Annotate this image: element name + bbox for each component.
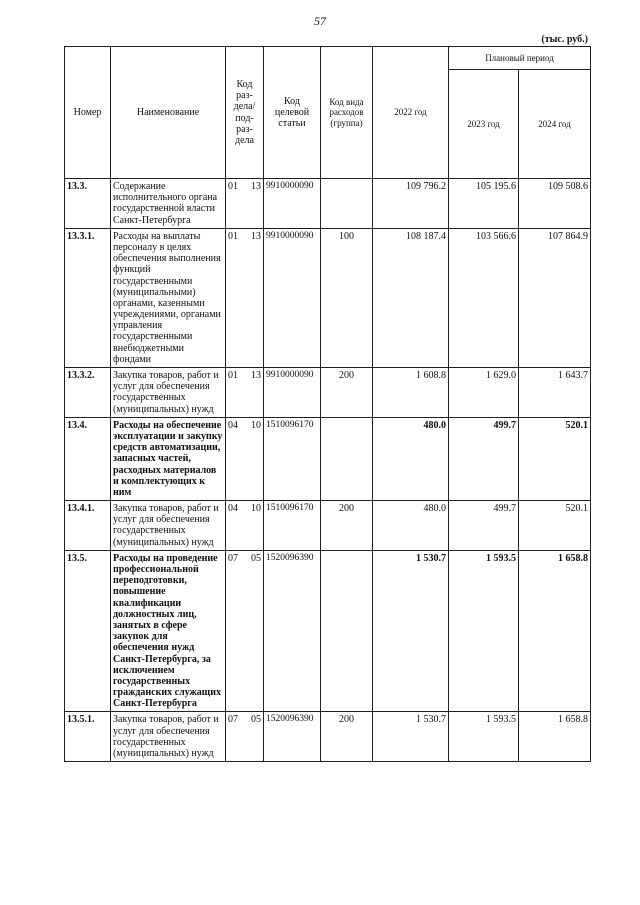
header-number: Номер (65, 47, 111, 179)
section-code: 07 (228, 552, 238, 564)
row-number: 13.3.2. (65, 368, 111, 418)
table-row (65, 179, 591, 229)
subsection-code: 13 (251, 370, 261, 381)
row-expense-type (321, 417, 373, 500)
table-row (65, 417, 591, 500)
row-name: Расходы на проведение профессиональной переподготовки, повышение квалификации должностных лиц, занятых в сфере закупок для обеспечения нужд Санкт-Петербурга, за исключением государственных гражданских служащих Санкт-Петербурга (111, 550, 226, 712)
row-amount-2024: 520.1 (519, 501, 591, 551)
header-year-2024: 2024 год (519, 70, 591, 179)
table-row (65, 712, 591, 762)
row-expense-type: 200 (321, 712, 373, 762)
row-expense-type: 200 (321, 368, 373, 418)
row-target-code: 9910000090 (264, 179, 321, 229)
header-year-2023: 2023 год (449, 70, 519, 179)
row-section-code (226, 228, 264, 367)
row-section-code (226, 417, 264, 500)
row-name: Закупка товаров, работ и услуг для обеспечения государственных (муниципальных) нужд (111, 368, 226, 418)
row-number: 13.5.1. (65, 712, 111, 762)
row-target-code: 9910000090 (264, 228, 321, 367)
row-expense-type: 200 (321, 501, 373, 551)
table-row (65, 368, 591, 418)
subsection-code: 10 (251, 503, 261, 515)
table-row (65, 501, 591, 551)
row-amount-2023: 499.7 (449, 417, 519, 500)
row-number: 13.4.1. (65, 501, 111, 551)
row-amount-2023: 103 566.6 (449, 228, 519, 367)
row-name: Расходы на выплаты персоналу в целях обеспечения выполнения функций государственными (муниципальными) органами, казенными учреждениями, органами управления государственными внебюджетными фондами (111, 228, 226, 367)
row-amount-2022: 480.0 (373, 501, 449, 551)
row-amount-2022: 1 530.7 (373, 550, 449, 712)
page-number: 57 (314, 14, 326, 28)
subsection-code: 05 (251, 714, 261, 726)
section-code: 04 (228, 419, 238, 431)
section-code: 01 (228, 370, 238, 381)
subsection-code: 13 (251, 230, 261, 242)
budget-table (64, 46, 591, 762)
section-code: 01 (228, 230, 238, 242)
row-section-code (226, 712, 264, 762)
row-amount-2022: 480.0 (373, 417, 449, 500)
header-plan-period: Плановый период (449, 47, 591, 70)
header-name: Наименование (111, 47, 226, 179)
row-expense-type: 100 (321, 228, 373, 367)
row-amount-2022: 108 187.4 (373, 228, 449, 367)
row-section-code (226, 368, 264, 418)
row-amount-2023: 1 629.0 (449, 368, 519, 418)
units-label: (тыс. руб.) (541, 34, 588, 45)
row-name: Содержание исполнительного органа государственной власти Санкт-Петербурга (111, 179, 226, 229)
header-year-2022: 2022 год (373, 47, 449, 179)
row-amount-2023: 499.7 (449, 501, 519, 551)
row-amount-2023: 1 593.5 (449, 550, 519, 712)
row-amount-2024: 1 658.8 (519, 712, 591, 762)
subsection-code: 05 (251, 552, 261, 564)
row-amount-2024: 1 658.8 (519, 550, 591, 712)
section-code: 07 (228, 714, 238, 726)
subsection-code: 10 (251, 419, 261, 431)
row-amount-2024: 520.1 (519, 417, 591, 500)
row-target-code: 1520096390 (264, 712, 321, 762)
row-name: Закупка товаров, работ и услуг для обеспечения государственных (муниципальных) нужд (111, 712, 226, 762)
row-section-code (226, 501, 264, 551)
table-row (65, 550, 591, 712)
row-expense-type (321, 179, 373, 229)
row-number: 13.3. (65, 179, 111, 229)
row-amount-2023: 1 593.5 (449, 712, 519, 762)
header-expense-type: Код вида расходов (группа) (321, 47, 373, 179)
section-code: 01 (228, 181, 238, 192)
row-amount-2024: 1 643.7 (519, 368, 591, 418)
row-section-code (226, 550, 264, 712)
row-target-code: 1510096170 (264, 417, 321, 500)
section-code: 04 (228, 503, 238, 515)
table-row (65, 228, 591, 367)
row-target-code: 1510096170 (264, 501, 321, 551)
row-name: Расходы на обеспечение эксплуатации и закупку средств автоматизации, запасных частей, расходных материалов и комплектующих к ним (111, 417, 226, 500)
subsection-code: 13 (251, 181, 261, 192)
row-number: 13.4. (65, 417, 111, 500)
row-target-code: 1520096390 (264, 550, 321, 712)
row-number: 13.5. (65, 550, 111, 712)
row-amount-2024: 107 864.9 (519, 228, 591, 367)
header-section: Код раз-дела/ под-раз-дела (226, 47, 264, 179)
row-name: Закупка товаров, работ и услуг для обеспечения государственных (муниципальных) нужд (111, 501, 226, 551)
row-section-code (226, 179, 264, 229)
row-expense-type (321, 550, 373, 712)
row-amount-2022: 1 530.7 (373, 712, 449, 762)
row-amount-2024: 109 508.6 (519, 179, 591, 229)
row-amount-2022: 109 796.2 (373, 179, 449, 229)
row-number: 13.3.1. (65, 228, 111, 367)
header-target: Код целевой статьи (264, 47, 321, 179)
row-amount-2022: 1 608.8 (373, 368, 449, 418)
row-amount-2023: 105 195.6 (449, 179, 519, 229)
row-target-code: 9910000090 (264, 368, 321, 418)
